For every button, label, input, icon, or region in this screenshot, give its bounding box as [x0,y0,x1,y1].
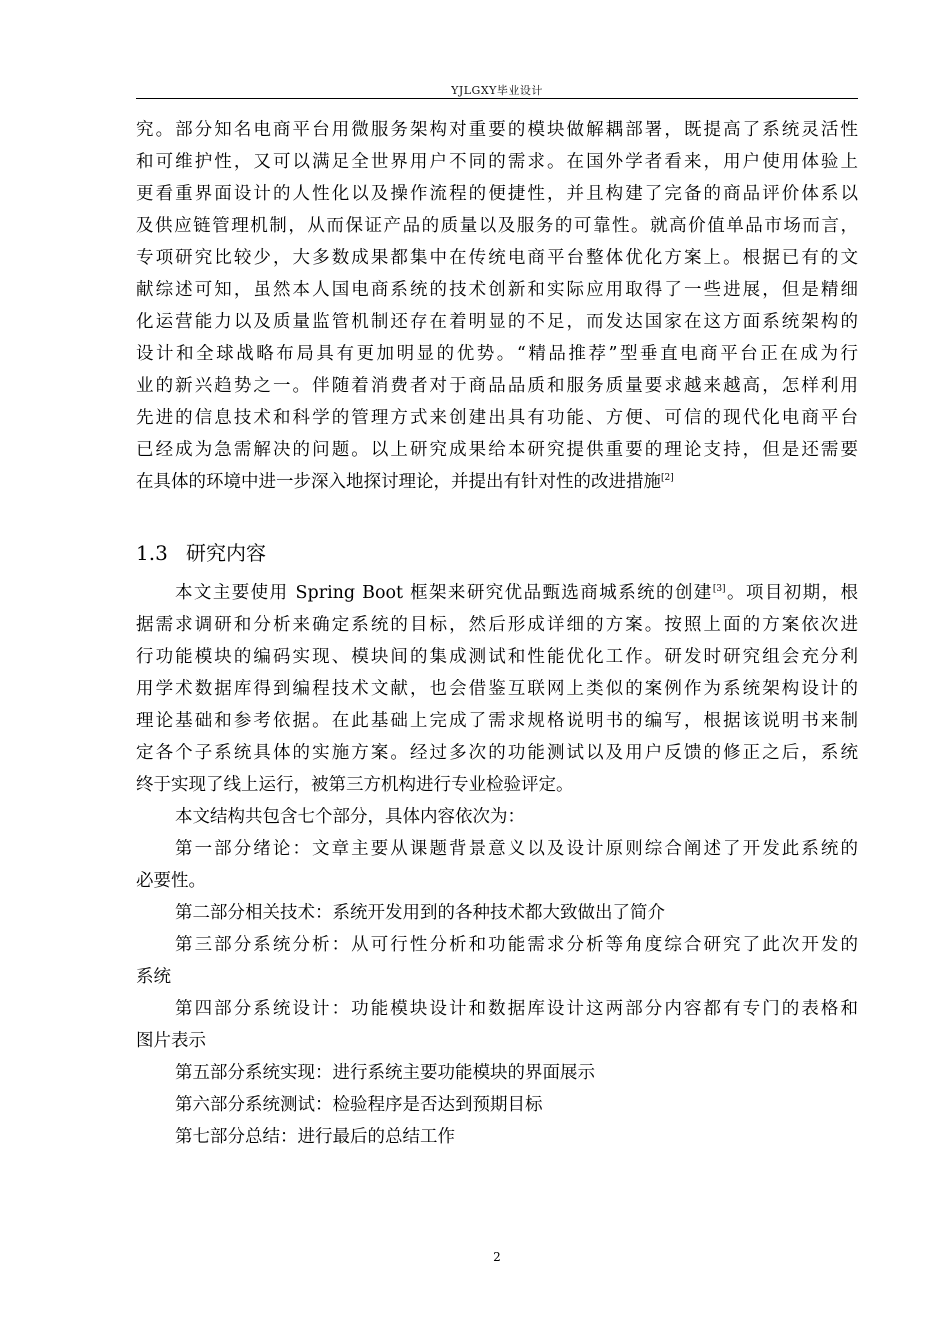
paragraph-line: 先进的信息技术和科学的管理方式来创建出具有功能、方便、可信的现代化电商平台 [136,408,858,428]
paragraph-line: 已经成为急需解决的问题。以上研究成果给本研究提供重要的理论支持，但是还需要 [136,440,858,460]
structure-intro: 本文结构共包含七个部分，具体内容依次为： [175,807,525,827]
part-4-line: 图片表示 [136,1031,206,1051]
paragraph-line-text: 在具体的环境中进一步深入地探讨理论，并提出有针对性的改进措施 [136,472,661,492]
paragraph-line: 及供应链管理机制，从而保证产品的质量以及服务的可靠性。就高价值单品市场而言， [136,216,858,236]
page-header-title: YJLGXY毕业设计 [451,84,543,97]
part-5: 第五部分系统实现：进行系统主要功能模块的界面展示 [175,1063,595,1083]
section-title: 研究内容 [186,541,266,565]
paragraph-line: 和可维护性，又可以满足全世界用户不同的需求。在国外学者看来，用户使用体验上 [136,152,858,172]
paragraph-line: 行功能模块的编码实现、模块间的集成测试和性能优化工作。研发时研究组会充分利 [136,647,858,667]
paragraph-line: 用学术数据库得到编程技术文献，也会借鉴互联网上类似的案例作为系统架构设计的 [136,679,858,699]
part-1-line: 必要性。 [136,871,206,891]
paragraph-line: 献综述可知，虽然本人国电商系统的技术创新和实际应用取得了一些进展，但是精细 [136,280,858,300]
header-divider [136,98,858,99]
paragraph-line: 据需求调研和分析来确定系统的目标，然后形成详细的方案。按照上面的方案依次进 [136,615,858,635]
paragraph-line: 终于实现了线上运行，被第三方机构进行专业检验评定。 [136,775,574,795]
paragraph-last-line [136,467,858,497]
paragraph-line: 业的新兴趋势之一。伴随着消费者对于商品品质和服务质量要求越来越高，怎样利用 [136,376,858,396]
paragraph-line: 究。部分知名电商平台用微服务架构对重要的模块做解耦部署，既提高了系统灵活性 [136,120,858,140]
paragraph-first-line [175,578,858,608]
paragraph-line: 专项研究比较少，大多数成果都集中在传统电商平台整体优化方案上。根据已有的文 [136,248,858,268]
part-3-line: 系统 [136,967,171,987]
paragraph-line-text: 本文主要使用 Spring Boot 框架来研究优品甄选商城系统的创建 [175,583,713,603]
paragraph-line: 定各个子系统具体的实施方案。经过多次的功能测试以及用户反馈的修正之后，系统 [136,743,858,763]
part-3-line: 第三部分系统分析：从可行性分析和功能需求分析等角度综合研究了此次开发的 [175,935,858,955]
paragraph-line: 更看重界面设计的人性化以及操作流程的便捷性，并且构建了完备的商品评价体系以 [136,184,858,204]
part-2: 第二部分相关技术：系统开发用到的各种技术都大致做出了简介 [175,903,665,923]
part-4-line: 第四部分系统设计：功能模块设计和数据库设计这两部分内容都有专门的表格和 [175,999,858,1019]
section-number: 1.3 [136,541,168,565]
page-number: 2 [493,1250,501,1264]
citation-marker: [3] [712,584,726,594]
part-1-line: 第一部分绪论：文章主要从课题背景意义以及设计原则综合阐述了开发此系统的 [175,839,858,859]
citation-marker: [2] [661,473,674,483]
paragraph-line: 理论基础和参考依据。在此基础上完成了需求规格说明书的编写，根据该说明书来制 [136,711,858,731]
section-heading [136,537,266,569]
part-7: 第七部分总结：进行最后的总结工作 [175,1127,455,1147]
paragraph-line-text: 。项目初期，根 [725,583,858,603]
paragraph-line: 设计和全球战略布局具有更加明显的优势。“精品推荐”型垂直电商平台正在成为行 [136,344,858,364]
paragraph-line: 化运营能力以及质量监管机制还存在着明显的不足，而发达国家在这方面系统架构的 [136,312,858,332]
part-6: 第六部分系统测试：检验程序是否达到预期目标 [175,1095,543,1115]
